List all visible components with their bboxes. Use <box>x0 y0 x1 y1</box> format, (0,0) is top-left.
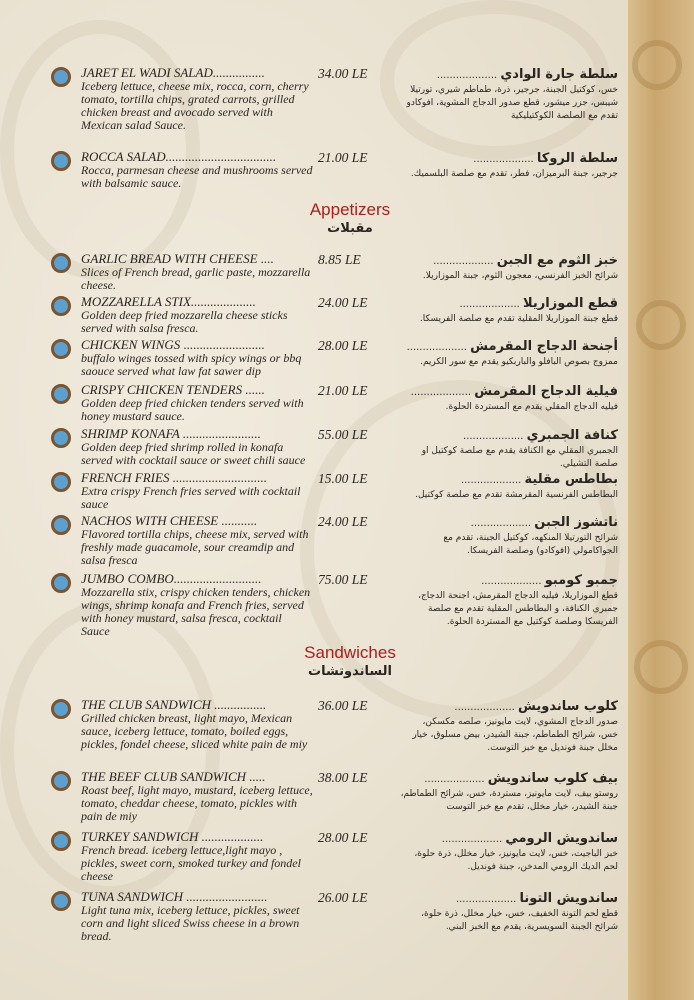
item-price: 21.00 LE <box>318 150 368 165</box>
item-title <box>81 383 313 397</box>
section-title-arabic: مقبلات <box>327 221 373 236</box>
item-english <box>81 383 313 423</box>
item-description: Roast beef, light mayo, mustard, iceberg lettuce, tomato, cheddar cheese, tomato, pickles with pain de miy <box>81 783 313 823</box>
leader-dots: ...... <box>242 382 265 397</box>
leader-dots: ................ <box>211 697 267 712</box>
item-title <box>81 514 313 528</box>
item-description-arabic: خبز الباجيت، خس، لايت مايونيز، خيار مخلل، ذرة حلوة، لحم الديك الرومي المدخن، جبنة فونديل. <box>414 849 618 872</box>
item-description: Grilled chicken breast, light mayo, Mexican sauce, iceberg lettuce, tomato, boiled eggs, pickles, fondel cheese, sliced white pain de miy <box>81 711 308 751</box>
bullet-icon <box>51 428 71 448</box>
leader-dots: ........................... <box>173 571 262 586</box>
item-arabic <box>400 66 618 123</box>
item-name-arabic: خبز الثوم مع الجبن ..... <box>400 252 618 270</box>
leader-dots: ......................... <box>182 889 268 904</box>
item-price: 34.00 LE <box>318 66 368 81</box>
item-name-arabic: كنافة الجمبري ..... <box>400 427 618 445</box>
bullet-icon <box>51 771 71 791</box>
item-english <box>81 514 313 567</box>
item-english <box>81 770 313 823</box>
bullet-icon <box>51 253 71 273</box>
item-name-arabic: بيف كلوب ساندويش ..... <box>400 770 618 788</box>
section-heading <box>300 643 400 680</box>
item-name-arabic: فيلية الدجاج المقرمش ..... <box>400 383 618 401</box>
item-description: Rocca, parmesan cheese and mushrooms served with balsamic sauce. <box>81 163 313 190</box>
bullet-icon <box>51 573 71 593</box>
bullet-icon <box>51 151 71 171</box>
leader-dots: ................... <box>198 829 264 844</box>
item-description-arabic: ممزوج بصوص البافلو والباربكيو يقدم مع سور الكريم. <box>420 357 618 367</box>
item-name-arabic: أجنحة الدجاج المقرمش ..... <box>400 338 618 356</box>
section-heading <box>300 200 400 237</box>
item-name: JARET EL WADI SALAD <box>81 65 213 80</box>
item-english <box>81 830 313 883</box>
item-description-arabic: روستو بيف، لايت مايونيز، مستردة، خس، شرائح الطماطم، جبنة الشيدر، خيار مخلل، تقدم مع خبز التوست <box>400 789 618 812</box>
item-price: 8.85 LE <box>318 252 361 267</box>
item-english <box>81 698 313 751</box>
decorative-ring <box>636 300 686 350</box>
item-price: 75.00 LE <box>318 572 368 587</box>
item-price: 24.00 LE <box>318 514 368 529</box>
item-name-arabic: بطاطس مقلية ..... <box>400 471 618 489</box>
item-arabic <box>400 338 618 369</box>
leader-dots: ........... <box>218 513 258 528</box>
item-english <box>81 427 313 467</box>
bullet-icon <box>51 891 71 911</box>
item-description-arabic: شرائح التورتيلا المنكهه، كوكتيل الجبنة، تقدم مع الجواكامولي (افوكادو) وصلصة الفريسكا. <box>443 533 618 556</box>
leader-dots: ..... <box>246 769 266 784</box>
section-title-arabic: الساندوتشات <box>308 664 392 679</box>
item-price: 15.00 LE <box>318 471 368 486</box>
item-title <box>81 295 313 309</box>
item-name-arabic: ساندويش الرومي ..... <box>400 830 618 848</box>
item-name: THE BEEF CLUB SANDWICH <box>81 769 247 784</box>
leader-dots: .... <box>257 251 274 266</box>
item-english <box>81 572 313 638</box>
item-english <box>81 66 313 132</box>
item-title <box>81 471 313 485</box>
item-price: 21.00 LE <box>318 383 368 398</box>
item-price: 28.00 LE <box>318 830 368 845</box>
item-arabic <box>400 295 618 326</box>
leader-dots: .................... <box>190 294 256 309</box>
item-english <box>81 338 313 378</box>
item-name: ROCCA SALAD <box>81 149 166 164</box>
item-description: Slices of French bread, garlic paste, mozzarella cheese. <box>81 265 311 292</box>
item-name-arabic: قطع الموزاريلا ..... <box>400 295 618 313</box>
bullet-icon <box>51 384 71 404</box>
item-name: NACHOS WITH CHEESE <box>81 513 219 528</box>
item-arabic <box>400 514 618 558</box>
leader-dots: ......................... <box>180 337 265 352</box>
item-description: Flavored tortilla chips, cheese mix, served with freshly made guacamole, sour creamdip and salsa fresca <box>81 527 309 567</box>
item-name: GARLIC BREAD WITH CHEESE <box>81 251 258 266</box>
item-price: 55.00 LE <box>318 427 368 442</box>
item-title <box>81 698 313 712</box>
item-title <box>81 770 313 784</box>
item-name: SHRIMP KONAFA <box>81 426 180 441</box>
item-english <box>81 890 313 943</box>
item-title <box>81 252 313 266</box>
item-description-arabic: جرجير، جبنة البرميزان، فطر، تقدم مع صلصة البلسميك. <box>410 169 618 179</box>
section-title: Appetizers <box>309 200 391 219</box>
bullet-icon <box>51 339 71 359</box>
item-name: TURKEY SANDWICH <box>81 829 199 844</box>
item-arabic <box>400 890 618 934</box>
item-arabic <box>400 572 618 629</box>
item-title <box>81 572 313 586</box>
item-description-arabic: خس، كوكتيل الجبنة، جرجير، ذرة، طماطم شيري، تورتيلا شيبس، جزر ميشور، قطع صدور الدجاج المشوية، افوكادو تقدم مع الصلصة الكوكتيليكية <box>406 85 618 121</box>
item-english <box>81 295 313 335</box>
item-name-arabic: ساندويش التونا ..... <box>400 890 618 908</box>
item-title <box>81 890 313 904</box>
item-arabic <box>400 383 618 414</box>
item-price: 24.00 LE <box>318 295 368 310</box>
item-description-arabic: فيليه الدجاج المقلي يقدم مع المستردة الحلوة. <box>445 402 618 412</box>
item-name: CRISPY CHICKEN TENDERS <box>81 382 243 397</box>
item-arabic <box>400 427 618 471</box>
item-title <box>81 338 313 352</box>
section-title: Sandwiches <box>304 643 396 662</box>
item-arabic <box>400 830 618 874</box>
item-name: CHICKEN WINGS <box>81 337 181 352</box>
item-title <box>81 830 313 844</box>
item-name: THE CLUB SANDWICH <box>81 697 212 712</box>
bullet-icon <box>51 296 71 316</box>
item-price: 26.00 LE <box>318 890 368 905</box>
item-name: MOZZARELLA STIX <box>81 294 191 309</box>
item-price: 36.00 LE <box>318 698 368 713</box>
decorative-side-strip <box>628 0 694 1000</box>
item-price: 38.00 LE <box>318 770 368 785</box>
item-arabic <box>400 252 618 283</box>
decorative-ring <box>632 40 682 90</box>
item-name-arabic: ناتشوز الجبن ..... <box>400 514 618 532</box>
item-name-arabic: سلطة جارة الوادي ..... <box>400 66 618 84</box>
item-name: JUMBO COMBO <box>81 571 174 586</box>
bullet-icon <box>51 831 71 851</box>
item-description-arabic: قطع الموزاريلا، فيليه الدجاج المقرمش، اجنحة الدجاج، جمبري الكنافة، و البطاطس المقلية تقدم مع صلصة الفريسكا وصلصة كوكتيل مع المستردة الحلوة. <box>418 591 618 627</box>
item-description: Golden deep fried mozzarella cheese sticks served with salsa fresca. <box>81 308 288 335</box>
item-description-arabic: صدور الدجاج المشوي، لايت مايونيز، صلصه مكسكن، خس، شرائح الطماطم، جبنة الشيدر، بيض مسلوق، خيار مخلل جبنة فونديل مع خبز التوست. <box>412 717 618 753</box>
leader-dots: ........................ <box>179 426 261 441</box>
item-name-arabic: كلوب ساندويش ..... <box>400 698 618 716</box>
item-description-arabic: البطاطس الفرنسية المقرمشة تقدم مع صلصة كوكتيل. <box>415 490 618 500</box>
item-description: Light tuna mix, iceberg lettuce, pickles, sweet corn and light sliced Swiss cheese in a brown bread. <box>81 903 300 943</box>
item-price: 28.00 LE <box>318 338 368 353</box>
item-name: TUNA SANDWICH <box>81 889 183 904</box>
item-description: Iceberg lettuce, cheese mix, rocca, corn, cherry tomato, tortilla chips, grated carrots, grilled chicken breast and avocado served with Mexican salad Sauce. <box>81 79 309 132</box>
item-title <box>81 427 313 441</box>
item-description-arabic: قطع جبنة الموزاريلا المقلية تقدم مع صلصة الفريسكا. <box>419 314 618 324</box>
item-arabic <box>400 471 618 502</box>
item-description-arabic: قطع لحم التونة الخفيف، خس، خيار مخلل، ذرة حلوة، شرائح الجبنة السويسرية، يقدم مع الخبز البني. <box>421 909 618 932</box>
leader-dots: .................................. <box>165 149 277 164</box>
item-name: FRENCH FRIES <box>81 470 170 485</box>
item-title <box>81 150 313 164</box>
item-title <box>81 66 313 80</box>
item-arabic <box>400 150 618 181</box>
item-arabic <box>400 698 618 755</box>
item-description-arabic: شرائح الخبز الفرنسي، معجون الثوم، جبنة الموزاريلا. <box>422 271 618 281</box>
bullet-icon <box>51 472 71 492</box>
item-description: buffalo winges tossed with spicy wings or bbq saouce served what law fat sawer dip <box>81 351 302 378</box>
item-english <box>81 471 313 511</box>
item-description: Golden deep fried shrimp rolled in konafa served with cocktail sauce or sweet chili sauce <box>81 440 306 467</box>
leader-dots: ................ <box>212 65 265 80</box>
item-english <box>81 150 313 190</box>
item-english <box>81 252 313 292</box>
item-name-arabic: جمبو كومبو ..... <box>400 572 618 590</box>
item-description: French bread. iceberg lettuce,light mayo , pickles, sweet corn, smoked turkey and fondel cheese <box>81 843 301 883</box>
bullet-icon <box>51 515 71 535</box>
item-description: Mozzarella stix, crispy chicken tenders, chicken wings, shrimp konafa and French fries, served with honey mustard, salsa fresca, cocktail Sauce <box>81 585 311 638</box>
bullet-icon <box>51 699 71 719</box>
item-name-arabic: سلطة الروكا ..... <box>400 150 618 168</box>
item-description-arabic: الجمبري المقلي مع الكنافة يقدم مع صلصة كوكتيل او صلصة التشيلي. <box>421 446 618 469</box>
decorative-ring <box>634 640 688 694</box>
item-description: Golden deep fried chicken tenders served with honey mustard sauce. <box>81 396 304 423</box>
item-arabic <box>400 770 618 814</box>
item-description: Extra crispy French fries served with cocktail sauce <box>81 484 301 511</box>
leader-dots: ............................. <box>169 470 267 485</box>
bullet-icon <box>51 67 71 87</box>
